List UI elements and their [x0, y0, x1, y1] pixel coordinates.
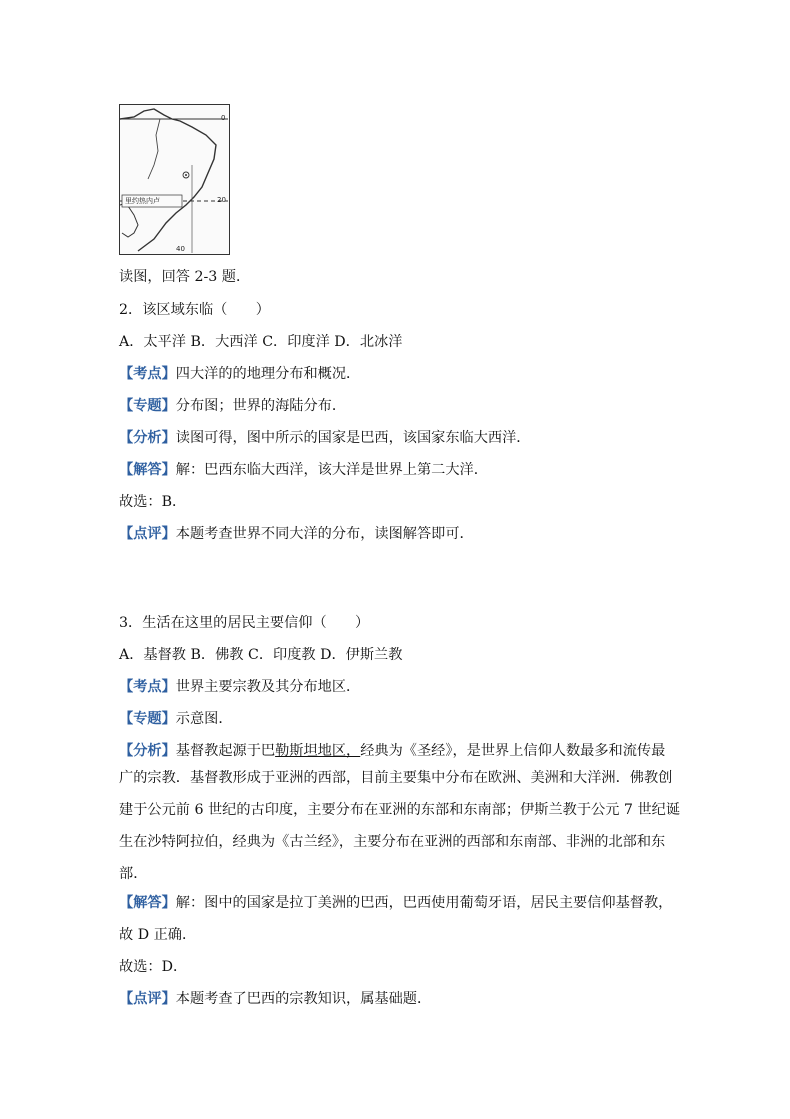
meridian-label: 40 — [176, 245, 185, 253]
q3-dianping — [119, 989, 431, 1009]
q3-options: A．基督教 B．佛教 C．印度教 D．伊斯兰教 — [119, 647, 403, 663]
q2-answer: 故选：B． — [119, 494, 187, 510]
q3-fenxi — [119, 741, 665, 761]
q2-zhuanti — [119, 396, 346, 416]
q3-fenxi-line3: 建于公元前 6 世纪的古印度，主要分布在亚洲的东部和东南部；伊斯兰教于公元 7 世纪诞 — [119, 802, 681, 818]
q3-fenxi-line4: 生在沙特阿拉伯，经典为《古兰经》，主要分布在亚洲的西部和东南部、非洲的北部和东 — [119, 834, 666, 850]
q2-stem: 2．该区域东临（ ） — [119, 302, 270, 318]
q2-fenxi — [119, 428, 530, 448]
jieda-tag: 【解答】 — [119, 462, 176, 478]
fenxi-text-underlined: 勒斯坦地区， — [275, 743, 361, 759]
fenxi-text-pre: 基督教起源于巴 — [175, 743, 276, 759]
river — [148, 119, 160, 179]
q2-options: A．太平洋 B．大西洋 C．印度洋 D．北冰洋 — [119, 334, 403, 350]
q3-kaodian — [119, 677, 360, 697]
equator-label: 0 — [221, 114, 226, 122]
coastline — [120, 109, 216, 251]
zhuanti-tag: 【专题】 — [119, 398, 176, 414]
fenxi-text-post: 经典为《圣经》，是世界上信仰人数最多和流传最 — [360, 743, 666, 759]
q2-kaodian — [119, 364, 360, 384]
kaodian-tag: 【考点】 — [119, 366, 176, 382]
fenxi-tag: 【分析】 — [119, 430, 176, 446]
map-drawing — [120, 105, 228, 253]
q3-answer: 故选：D． — [119, 959, 188, 975]
kaodian-text: 世界主要宗教及其分布地区． — [175, 679, 361, 695]
dianping-text: 本题考查世界不同大洋的分布，读图解答即可． — [175, 526, 474, 542]
fenxi-tag: 【分析】 — [119, 743, 176, 759]
region-label: 里约热内卢 — [125, 197, 160, 205]
jieda-tag: 【解答】 — [119, 895, 176, 911]
kaodian-tag: 【考点】 — [119, 679, 176, 695]
q3-stem: 3．生活在这里的居民主要信仰（ ） — [119, 615, 370, 631]
dianping-tag: 【点评】 — [119, 991, 176, 1007]
capital-dot — [185, 174, 187, 176]
dianping-tag: 【点评】 — [119, 526, 176, 542]
border-line — [120, 203, 138, 237]
q3-fenxi-line2: 广的宗教．基督教形成于亚洲的西部，目前主要集中分布在欧洲、美洲和大洋洲．佛教创 — [119, 770, 673, 786]
zhuanti-text: 分布图；世界的海陆分布． — [175, 398, 347, 414]
intro-line: 读图，回答 2-3 题． — [119, 269, 251, 285]
q2-dianping — [119, 524, 474, 544]
jieda-text: 解：巴西东临大西洋，该大洋是世界上第二大洋． — [175, 462, 488, 478]
q3-fenxi-line5: 部． — [119, 866, 148, 882]
q2-jieda — [119, 460, 488, 480]
zhuanti-text: 示意图． — [175, 711, 233, 727]
q3-jieda-line2: 故 D 正确． — [119, 927, 197, 943]
kaodian-text: 四大洋的的地理分布和概况． — [175, 366, 361, 382]
zhuanti-tag: 【专题】 — [119, 711, 176, 727]
q3-jieda — [119, 893, 672, 913]
jieda-text: 解：图中的国家是拉丁美洲的巴西，巴西使用葡萄牙语，居民主要信仰基督教， — [175, 895, 673, 911]
q3-zhuanti — [119, 709, 233, 729]
brazil-map — [119, 104, 230, 255]
dianping-text: 本题考查了巴西的宗教知识，属基础题． — [175, 991, 432, 1007]
tropic-label: 20 — [217, 196, 226, 204]
fenxi-text: 读图可得，图中所示的国家是巴西，该国家东临大西洋． — [175, 430, 531, 446]
